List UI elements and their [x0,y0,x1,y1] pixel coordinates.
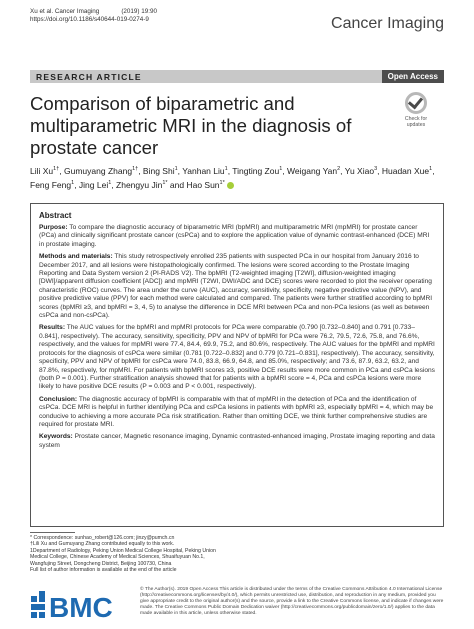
author-affiliation-marker: 1* [162,179,168,186]
author-name: Zhengyu Jin [116,179,163,190]
methods-text: This study retrospectively enrolled 235 patients with suspected PCa in our hospital from January 2016 to December 2017, and all lesions were histopathologically confirmed. The lesions were scored according to the Prostate Imaging Reporting and Data System version 2 (PI-RADS V2). The bpMRI (T2-weighted imaging [T2WI], diffusion-weighted imaging [DWI]/apparent diffusion coefficient [ADC]) and mpMRI (T2WI, DWI/ADC and DCE) scores were recorded to plot the receiver operating characteristic (ROC) curves. The area under the curve (AUC), accuracy, sensitivity, specificity, negative predictive value (NPV), and positive predictive value (PPV) for each method were calculated and compared. The patients were further stratified according to bpMRI scores (bpMRI ≥3, and bpMRI = 3, 4, 5) to analyse the difference in DCE MRI between PCa and non-PCa lesions (as well as between csPCa and non-csPCa). [39,253,433,320]
author-name: Yu Xiao [344,165,375,176]
purpose-text: To compare the diagnostic accuracy of biparametric MRI (bpMRI) and multiparametric MRI (mpMRI) for prostate cancer (PCa) and clinically significant prostate cancer (csPCa) and to explore the application value of dynamic contrast-enhanced (DCE) MRI in prostate imaging. [39,224,430,248]
citation-text: Xu et al. Cancer Imaging [30,8,100,15]
orcid-icon[interactable] [227,182,234,189]
keywords-text: Prostate cancer, Magnetic resonance imaging, Dynamic contrasted-enhanced imaging, Prostate imaging reporting and data system [39,433,435,449]
author-affiliation-marker: 1† [132,166,139,172]
author-affiliation-marker: 1 [429,166,433,172]
abstract-keywords [39,433,435,450]
footnote-divider [30,532,75,533]
results-label: Results: [39,324,66,332]
abstract-heading: Abstract [39,211,72,220]
author-name: Hao Sun [186,179,220,190]
journal-name: Cancer Imaging [331,15,444,32]
equal-contribution-note: †Lili Xu and Gumuyang Zhang contributed equally to this work. [30,541,175,548]
author-name: Tingting Zou [232,165,280,176]
abstract-methods [39,253,435,320]
correspondence-emails[interactable]: sunhao_robert@126.com; jinzy@pumch.cn [74,535,175,541]
citation-year: (2019) 19:90 [121,8,158,15]
open-access-badge: Open Access [382,70,444,83]
article-title: Comparison of biparametric and multiparametric MRI in the diagnosis of prostate cancer [30,93,352,158]
author-info-note: Full list of author information is available at the end of the article [30,567,177,574]
results-text: The AUC values for the bpMRI and mpMRI protocols for PCa were comparable (0.790 [0.732–0.840] and 0.791 [0.733–0.841], respectively). The accuracy, sensitivity, specificity, PPV and NPV of bpMRI for PCa were 76.2, 79.5, 72.6, 75.8, and 76.6%, respectively, and the values for mpMRI were 77.4, 84.4, 69.9, 75.2, and 80.6%, respectively. The AUC values for the bpMRI and mpMRI protocols for the diagnosis of csPCa were similar (0.781 [0.722–0.832] and 0.779 [0.721–0.831], respectively). The accuracy, sensitivity, specificity, PPV and NPV of bpMRI for csPCa were 74.0, 83.8, 66.9, 64.8, and 85.0%, respectively; and 73.6, 87.9, 63.2, 63.2, and 87.8%, respectively, for mpMRI. For patients with bpMRI scores ≥3, positive DCE results were more common in PCa and csPCa lesions (both P = 0.001). Further stratification analysis showed that for patients with a bpMRI score = 4, PCa and csPCa lesions were more likely to have positive DCE results (P = 0.003 and P < 0.001, respectively). [39,324,435,391]
author-name: Gumuyang Zhang [64,165,133,176]
author-name: Jing Lei [78,179,109,190]
abstract-conclusion [39,396,435,430]
article-type-label: RESEARCH ARTICLE [36,71,142,82]
conclusion-text: The diagnostic accuracy of bpMRI is comparable with that of mpMRI in the detection of PCa and the identification of csPCa. DCE MRI is helpful in further identifying PCa and csPCa lesions in patients with bpMRI ≥3, especially bpMRI = 4, which may be conducive to achieving a more accurate PCa risk stratification. Rather than omitting DCE, we think further comprehensive studies are required for prostate MRI. [39,395,434,428]
bmc-logo-mark-icon [31,591,45,618]
purpose-label: Purpose: [39,224,68,231]
citation-block [30,8,157,24]
author-name: Lili Xu [30,165,54,176]
license-text: © The Author(s). 2019 Open Access This article is distributed under the terms of the Creative Commons Attribution 4.0 International License (http://creativecommons.org/licenses/by/4.0/), which permits unrestricted use, distribution, and reproduction in any medium, provided you give appropriate credit to the original author(s) and the source, provide a link to the Creative Commons license, and indicate if changes were made. The Creative Commons Public Domain Dedication waiver (http://creativecommons.org/publicdomain/zero/1.0/) applies to the data made available in this article, unless otherwise stated. [140,587,444,617]
author-affiliation-marker: 1 [224,166,228,172]
author-affiliation-marker: 1 [108,179,112,186]
conclusion-label: Conclusion: [39,395,78,403]
abstract-results [39,324,435,391]
check-label-1: Check for [404,116,428,122]
bmc-logo-text: BMC [49,592,113,621]
author-name: Bing Shi [142,165,175,176]
author-name: Huadan Xue [381,165,430,176]
author-name: Weigang Yan [287,165,338,176]
affiliation-1: 1Department of Radiology, Peking Union Medical College Hospital, Peking Union Medical College, Chinese Academy of Medical Sciences, Shuaifuyuan No.1, Wangfujing Street, Dongcheng District, Beijing 100730, China [30,547,216,567]
author-affiliation-marker: 1 [174,166,178,172]
author-name: Yanhan Liu [182,165,225,176]
author-affiliation-marker: 3 [374,166,378,172]
correspondence-label: * Correspondence: [30,535,74,541]
keywords-label: Keywords: [39,433,73,441]
author-affiliation-marker: 1† [53,166,60,172]
abstract-box [30,203,444,527]
author-list: Lili $Xu^{1\dagger}$, Gumuyang Zhang$^{1\dagger}$, Bing Shi$^1$, Yanhan Liu$^1$, Tingting Zou$^1$, Weigang Yan$^2$, Yu Xiao$^3$, Huadan Xue$^1$, Feng Feng$^1$, Jing Lei$^1$, Zhengyu Jin$^{1*}$ and Hao Sun$^{1*}$ [30,165,435,190]
methods-label: Methods and materials: [39,253,113,261]
author-affiliation-marker: 1 [71,179,75,186]
footnotes [30,532,230,573]
author-affiliation-marker: 2 [337,166,341,172]
check-label-2: updates [406,122,426,128]
author-affiliation-marker: 1 [279,166,283,172]
check-for-updates-button[interactable] [398,92,434,132]
doi-link[interactable]: https://doi.org/10.1186/s40644-019-0274-9 [30,16,149,23]
author-affiliation-marker: 1* [219,179,225,186]
article-type-band [30,70,444,83]
author-name: Feng Feng [30,179,72,190]
check-updates-icon [405,92,427,114]
bmc-logo [30,587,130,621]
abstract-purpose [39,224,435,249]
